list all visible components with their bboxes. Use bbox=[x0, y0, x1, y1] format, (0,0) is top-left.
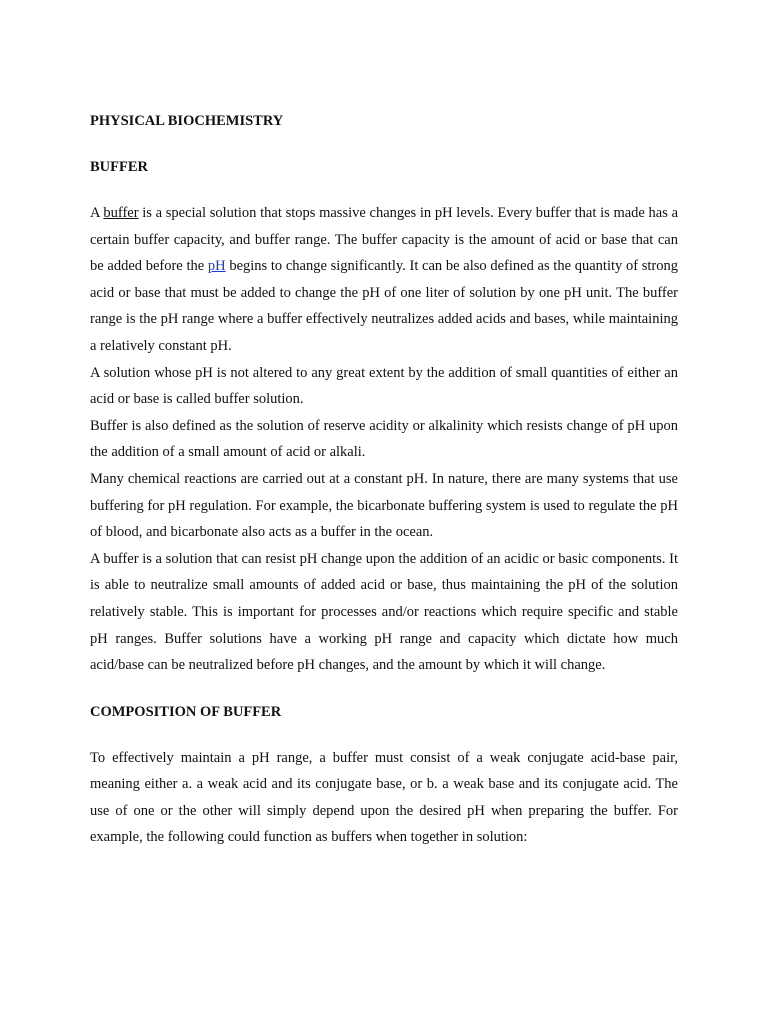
paragraph-buffer-solution: A solution whose pH is not altered to any great extent by the addition of small quantities of either an acid or base is called buffer solution. bbox=[90, 364, 678, 408]
paragraph-text: begins to change significantly. It can be also defined as the quantity of strong acid or base that must be added to change the pH of one liter of solution by one pH unit. The buffer range is the pH range where a buffer effectively neutralizes added acids and bases, while maintaining a relatively constant pH. bbox=[90, 258, 678, 354]
section-heading-composition: COMPOSITION OF BUFFER bbox=[90, 703, 282, 720]
paragraph-chemical-reactions: Many chemical reactions are carried out at a constant pH. In nature, there are many systems that use buffering for pH regulation. For example, the bicarbonate buffering system is used to regulate the pH of blood, and bicarbonate also acts as a buffer in the ocean. bbox=[90, 470, 678, 541]
section-heading-buffer: BUFFER bbox=[90, 159, 148, 175]
paragraph-composition: To effectively maintain a pH range, a buffer must consist of a weak conjugate acid-base pair, meaning either a. a weak acid and its conjugate base, or b. a weak base and its conjugate acid. The use of one or the other will simply depend upon the desired pH when preparing the buffer. For example, the following could function as buffers when together in solution: bbox=[90, 749, 678, 846]
paragraph-buffer-definition bbox=[90, 200, 678, 360]
buffer-term: buffer bbox=[103, 205, 139, 221]
paragraph-reserve-acidity: Buffer is also defined as the solution of reserve acidity or alkalinity which resists change of pH upon the addition of a small amount of acid or alkali. bbox=[90, 417, 678, 461]
ph-link[interactable]: pH bbox=[207, 258, 226, 275]
paragraph-text: is a special solution that stops massive changes in pH levels. Every buffer that is made has a certain buffer capacity, and buffer range. The buffer capacity is the amount of acid or base that can be added before the bbox=[90, 205, 679, 275]
document-body bbox=[90, 108, 678, 851]
paragraph-text: A bbox=[90, 205, 104, 221]
paragraph-resist-ph-change: A buffer is a solution that can resist pH change upon the addition of an acidic or basic components. It is able to neutralize small amounts of added acid or base, thus maintaining the pH of the solution relatively stable. This is important for processes and/or reactions which require specific and stable pH ranges. Buffer solutions have a working pH range and capacity which dictate how much acid/base can be neutralized before pH changes, and the amount by which it will change. bbox=[90, 550, 678, 674]
document-title: PHYSICAL BIOCHEMISTRY bbox=[90, 113, 284, 129]
